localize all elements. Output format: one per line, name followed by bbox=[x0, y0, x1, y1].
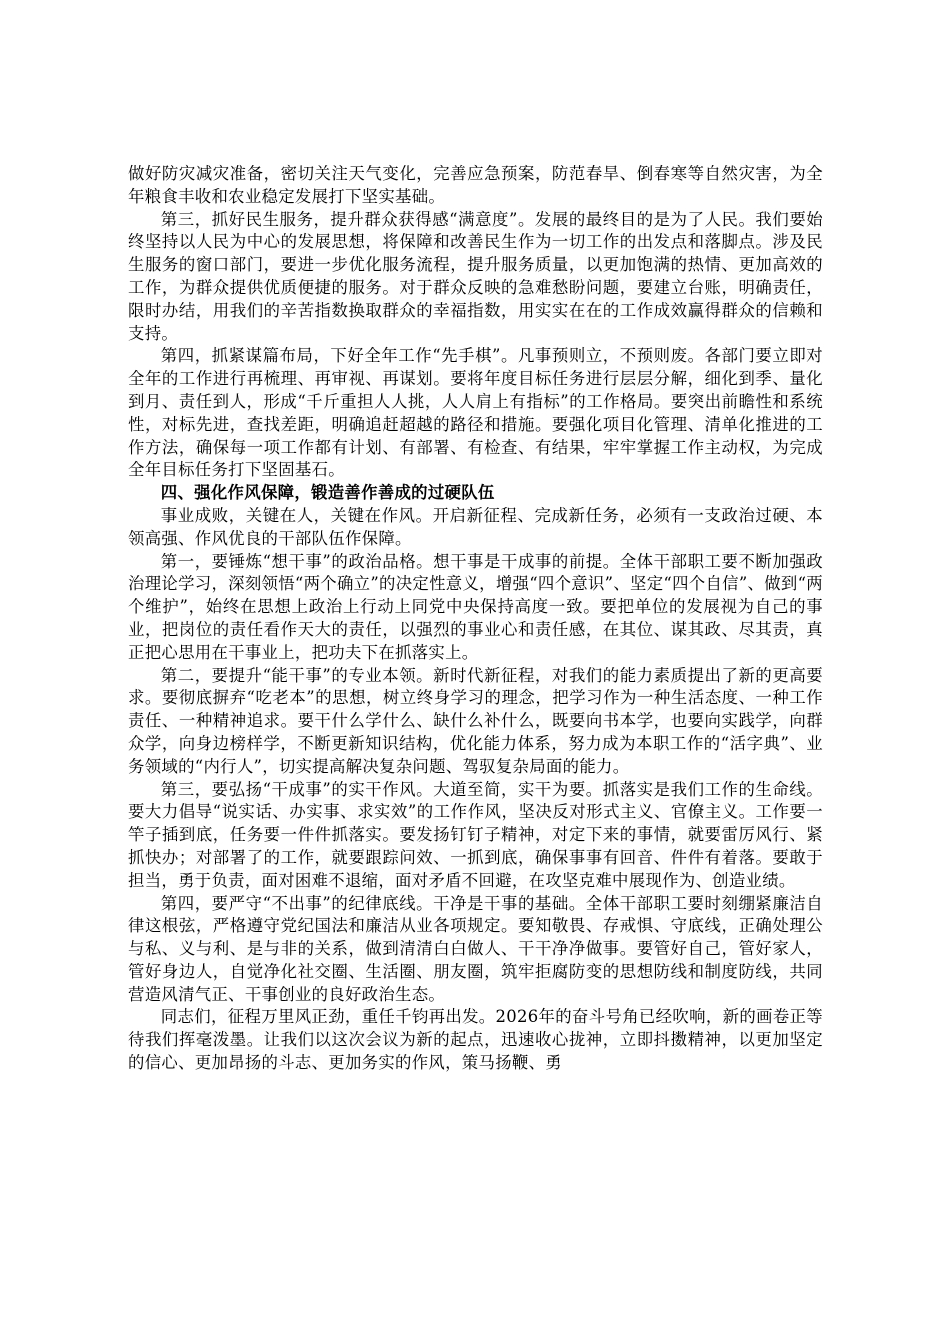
paragraph-continuation: 做好防灾减灾准备，密切关注天气变化，完善应急预案，防范春旱、倒春寒等自然灾害，为全年粮食丰收和农业稳定发展打下坚实基础。 bbox=[128, 164, 823, 206]
paragraph-practical-style: 第三，要弘扬“干成事”的实干作风。大道至简，实干为要。抓落实是我们工作的生命线。要大力倡导“说实话、办实事、求实效”的工作作风，坚决反对形式主义、官僚主义。工作要一竿子插到底，任务要一件件抓落实。要发扬钉钉子精神，对定下来的事情，就要雷厉风行、紧抓快办；对部署了的工作，就要跟踪问效、一抓到底，确保事事有回音、件件有着落。要敢于担当，勇于负责，面对困难不退缩，面对矛盾不回避，在攻坚克难中展现作为、创造业绩。 bbox=[128, 779, 823, 890]
paragraph-planning: 第四，抓紧谋篇布局，下好全年工作“先手棋”。凡事预则立，不预则废。各部门要立即对全年的工作进行再梳理、再审视、再谋划。要将年度目标任务进行层层分解，细化到季、量化到月、责任到人，形成“千斤重担人人挑，人人肩上有指标”的工作格局。要突出前瞻性和系统性，对标先进，查找差距，明确追赶超越的路径和措施。要强化项目化管理、清单化推进的工作方法，确保每一项工作都有计划、有部署、有检查、有结果，牢牢掌握工作主动权，为完成全年目标任务打下坚固基石。 bbox=[128, 346, 823, 480]
paragraph-people-service: 第三，抓好民生服务，提升群众获得感“满意度”。发展的最终目的是为了人民。我们要始终坚持以人民为中心的发展思想，将保障和改善民生作为一切工作的出发点和落脚点。涉及民生服务的窗口部门，要进一步优化服务流程，提升服务质量，以更加饱满的热情、更加高效的工作，为群众提供优质便捷的服务。对于群众反映的急难愁盼问题，要建立台账，明确责任，限时办结，用我们的辛苦指数换取群众的幸福指数，用实实在在的工作成效赢得群众的信赖和支持。 bbox=[128, 209, 823, 343]
paragraph-discipline: 第四，要严守“不出事”的纪律底线。干净是干事的基础。全体干部职工要时刻绷紧廉洁自律这根弦，严格遵守党纪国法和廉洁从业各项规定。要知敬畏、存戒惧、守底线，正确处理公与私、义与利、是与非的关系，做到清清白白做人、干干净净做事。要管好自己，管好家人，管好身边人，自觉净化社交圈、生活圈、朋友圈，筑牢拒腐防变的思想防线和制度防线，共同营造风清气正、干事创业的良好政治生态。 bbox=[128, 893, 823, 1004]
paragraph-closing: 同志们，征程万里风正劲，重任千钧再出发。2026年的奋斗号角已经吹响，新的画卷正等待我们挥毫泼墨。让我们以这次会议为新的起点，迅速收心拢神，立即抖擞精神，以更加坚定的信心、更加昂扬的斗志、更加务实的作风，策马扬鞭、勇 bbox=[128, 1007, 823, 1073]
paragraph-professional-skill: 第二，要提升“能干事”的专业本领。新时代新征程，对我们的能力素质提出了新的更高要求。要彻底摒弃“吃老本”的思想，树立终身学习的理念，把学习作为一种生活态度、一种工作责任、一种精神追求。要干什么学什么、缺什么补什么，既要向书本学，也要向实践学，向群众学，向身边榜样学，不断更新知识结构，优化能力体系，努力成为本职工作的“活字典”、业务领域的“内行人”，切实提高解决复杂问题、驾驭复杂局面的能力。 bbox=[128, 665, 823, 776]
document-body bbox=[128, 163, 823, 1075]
paragraph-political-character: 第一，要锤炼“想干事”的政治品格。想干事是干成事的前提。全体干部职工要不断加强政治理论学习，深刻领悟“两个确立”的决定性意义，增强“四个意识”、坚定“四个自信”、做到“两个维护”，始终在思想上政治上行动上同党中央保持高度一致。要把单位的发展视为自己的事业，把岗位的责任看作天大的责任，以强烈的事业心和责任感，在其位、谋其政、尽其责，真正把心思用在干事业上，把功夫下在抓落实上。 bbox=[128, 551, 823, 662]
section-heading: 四、强化作风保障，锻造善作善成的过硬队伍 bbox=[160, 483, 495, 503]
paragraph-section-intro: 事业成败，关键在人，关键在作风。开启新征程、完成新任务，必须有一支政治过硬、本领高强、作风优良的干部队伍作保障。 bbox=[128, 505, 823, 548]
